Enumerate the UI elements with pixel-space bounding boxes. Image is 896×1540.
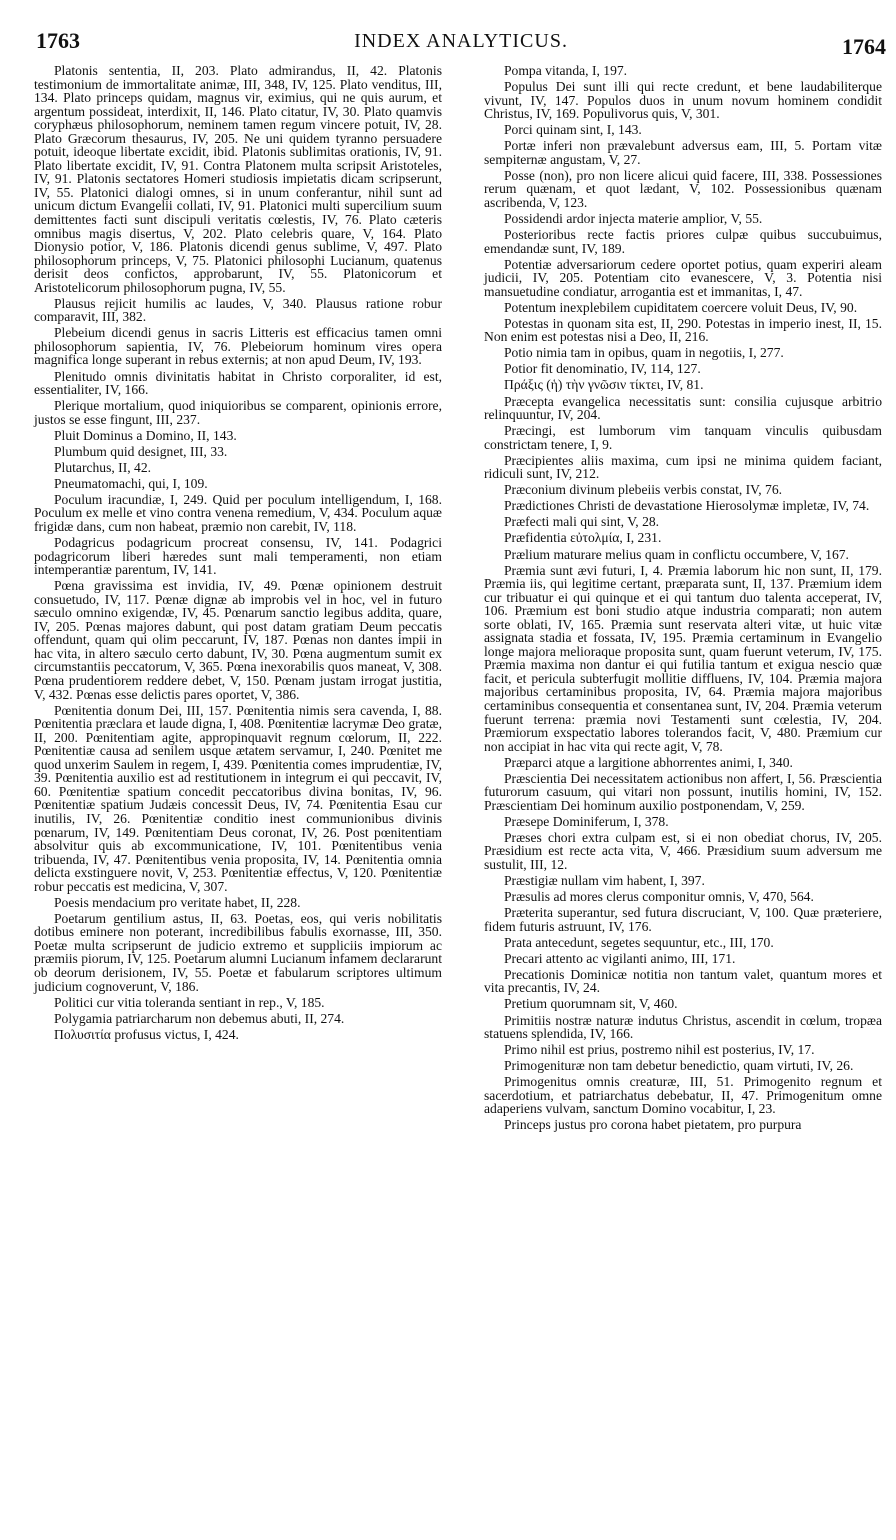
index-entry: Prædictiones Christi de devastatione Hierosolymæ impletæ, IV, 74. [504,498,870,514]
index-entry: Potio nimia tam in opibus, quam in negotiis, I, 277. [504,345,784,361]
index-entry: Possidendi ardor injecta materie amplior, V, 55. [504,210,763,226]
index-entry: Primogenitus omnis creaturæ, III, 51. Primogenito regnum et sacerdotium, et patriarchatus debebatur, II, 47. Primogenitum omne adaperiens vulvam, sanctum Domino vocabitur, I, 23. [484,1074,882,1117]
index-entry: Posterioribus recte factis priores culpæ quibus succubuimus, emendandæ sunt, IV, 189. [484,227,882,256]
index-entry: Præstigiæ nullam vim habent, I, 397. [504,873,705,889]
index-entry: Potentum inexplebilem cupiditatem coercere voluit Deus, IV, 90. [504,299,858,315]
index-entry: Præscientia Dei necessitatem actionibus non affert, I, 56. Præscientia futurorum casuum, qui vitari non possunt, inutilis homini, IV, 152. Præscientiam Dei hominum auxilio postponendam, V, 259. [484,770,882,813]
index-entry: Prælium maturare melius quam in conflictu occumbere, V, 167. [504,546,849,562]
index-entry: Pœnitentia donum Dei, III, 157. Pœnitentia nimis sera cavenda, I, 88. Pœnitentia præclara et laude digna, I, 408. Pœnitentiæ lacrymæ Deo gratæ, II, 200. Pœnitentiam agite, appropinquavit regnum cœlorum, II, 222. Pœnitentiæ causa ad senilem usque ætatem servamur, I, 240. Pœnitet me quod unxerim Saulem in regem, I, 439. Pœnitentia comes imprudentiæ, IV, 39. Pœnitentia auxilio est ad restitutionem in integrum ei qui peccavit, IV, 60. Pœnitentiæ spatium concedit peccatoribus divina bonitas, IV, 96. Pœnitentiæ spatium Judæis concessit Deus, IV, 74. Pœnitentia Esau cur inutilis, IV, 26. Pœnitentiæ conditio inest communionibus divinis pœnarum, IV, 149. Pœnitentiam Deus coronat, IV, 26. Post pœnitentiam absolvitur quis ab excommunicatione, IV, 101. Pœnitentibus venia tribuenda, IV, 47. Pœnitentibus venia proposita, IV, 14. Pœnitentia omnia delicta exstinguere novit, V, 253. Pœnitentiæ effectus, V, 120. Pœnitentiæ robur peccatis est medicina, V, 307. [34,702,442,894]
index-entry: Pompa vitanda, I, 197. [504,63,628,78]
index-entry: Plebeium dicendi genus in sacris Litteris est efficacius tamen omni philosophorum sapientia, IV, 76. Plebeiorum hominum vires opera magnifica longe superant in rebus externis; at non apud Deum, IV, 193. [34,325,442,368]
index-entry: Præparci atque a largitione abhorrentes animi, I, 340. [504,754,793,770]
index-entry: Polygamia patriarcharum non debemus abuti, II, 274. [54,1010,345,1026]
index-entry: Porci quinam sint, I, 143. [504,122,642,138]
index-entry: Pœna gravissima est invidia, IV, 49. Pœnæ opinionem destruit consuetudo, IV, 117. Pœnæ dignæ ab improbis vel in hoc, vel in futuro sæculo omnino exigendæ, IV, 45. Pœnarum sanctio legibus addita, quare, IV, 205. Pœnas majores dabunt, qui post datam gratiam Deum peccatis offendunt, quam qui olim peccarunt, IV, 187. Pœnas non dantes impii in hac vita, in altero sæculo certo dabunt, IV, 30. Pœna augmentum sumit ex circumstantiis peccatorum, V, 365. Pœna inexorabilis quos maneat, V, 308. Pœna prudentiorem reddere debet, V, 150. Pœnam justam irrogat justitia, V, 432. Pœnas esse delictis pares oportet, V, 386. [34,578,442,702]
index-entry: Portæ inferi non prævalebunt adversus eam, III, 5. Portam vitæ sempiternæ angustam, V, 27. [484,138,882,167]
index-entry: Plausus rejicit humilis ac laudes, V, 340. Plausus ratione robur comparavit, III, 382. [34,295,442,325]
index-entry: Princeps justus pro corona habet pietatem, pro purpura [504,1117,802,1133]
index-entry: Primogenituræ non tam debetur benedictio, quam virtuti, IV, 26. [504,1058,854,1074]
index-entry: Precationis Dominicæ notitia non tantum valet, quantum mores et vita precantis, IV, 24. [484,966,882,996]
index-entry: Præmia sunt ævi futuri, I, 4. Præmia laborum hic non sunt, II, 179. Præmia iis, qui legitime certant, præparata sunt, II, 137. Præmium idem cur tribuatur ei qui quinque et ei qui tantum duo talenta acceperat, IV, 106. Præmium est boni studio atque industria comparati; non autem sorte oblati, IV, 165. Præmia sunt reservata alteri vitæ, ut huic vitæ assignata stadia et fossata, IV, 195. Præmia certaminum in Evangelio longe majora melioraque proposita sunt, quam fuerunt veterum, IV, 175. Præmia maxima non dantur ei qui futilia tantum et exigua nescio quæ facit, et pericula subterfugit mollitie diffluens, IV, 104. Præmia majora majoribus certaminibus proposita, IV, 64. Præmia majora majoribus certaminibus consequentia et consentanea sunt, IV, 204. Præmia veterum fuerunt terrena: præmia novi Testamenti sunt cœlestia, IV, 204. Præmiorum exspectatio labores tolerandos facit, V, 480. Præmium cur non accipiat in hac vita qui recte agit, V, 78. [484,562,882,754]
index-entry: Podagricus podagricum procreat consensu, IV, 141. Podagrici podagricorum liberi hæredes sunt mali temperamenti, non etiam intemperantiæ parentum, IV, 141. [34,535,442,578]
index-entry: Πράξις (ἡ) τὴν γνῶσιν τίκτει, IV, 81. [504,377,704,393]
index-entry: Præcipientes aliis maxima, cum ipsi ne minima quidem faciant, ridiculi sunt, IV, 212. [484,452,882,482]
index-entry: Primitiis nostræ naturæ indutus Christus, ascendit in cœlum, tropæa statuens splendida, IV, 166. [484,1012,882,1042]
index-entry: Precari attento ac vigilanti animo, III, 171. [504,950,736,966]
index-entry: Poetarum gentilium astus, II, 63. Poetas, eos, qui veris nobilitatis dotibus eminere non poterant, incredibilibus fabulis exornasse, III, 350. Poetæ multa scripserunt de judicio extremo et suppliciis impiorum ac præmiis piorum, IV, 125. Poetarum alumni Lucianum infamem declararunt ob deorum derisionem, IV, 55. Poetæ et fabularum scriptores ultimum judicium cognoverunt, V, 186. [34,910,442,994]
index-entry: Πολυσιτία profusus victus, I, 424. [54,1026,239,1042]
index-entry: Potestas in quonam sita est, II, 290. Potestas in imperio inest, II, 15. Non enim est potestas nisi a Deo, II, 216. [484,315,882,345]
index-entry: Plumbum quid designet, III, 33. [54,443,228,459]
index-entry: Plutarchus, II, 42. [54,459,152,475]
index-entry: Præses chori extra culpam est, si ei non obediat chorus, IV, 205. Præsidium est recte acta vita, V, 466. Præsidium suum adversum me sustulit, III, 12. [484,829,882,873]
page-number-right: 1764 [842,34,886,59]
page-header [36,28,886,60]
index-entry: Potior fit denominatio, IV, 114, 127. [504,361,701,377]
index-entry: Politici cur vitia toleranda sentiant in rep., V, 185. [54,994,325,1010]
index-entry: Posse (non), pro non licere alicui quid facere, III, 338. Possessiones rerum quænam, et quot lædant, V, 102. Possessionibus quænam ascribenda, V, 123. [484,167,882,210]
index-entry: Præsepe Dominiferum, I, 378. [504,813,669,829]
index-entry: Plerique mortalium, quod iniquioribus se comparent, opinionis errore, justos se esse fingunt, III, 237. [34,398,442,427]
index-entry: Pluit Dominus a Domino, II, 143. [54,427,237,443]
right-column [484,64,882,1134]
index-entry: Præcepta evangelica necessitatis sunt: consilia cujusque arbitrio relinquuntur, IV, 204. [484,393,882,423]
index-entry: Poculum iracundiæ, I, 249. Quid per poculum intelligendum, I, 168. Poculum ex melle et vino contra venena remedium, V, 434. Poculum aquæ frigidæ dans, cum non habeat, præmio non carebit, IV, 118. [34,491,442,534]
index-entry: Præfecti mali qui sint, V, 28. [504,514,660,530]
running-title: INDEX ANALYTICUS. [354,30,568,52]
index-entry: Præcingi, est lumborum vim tanquam vinculis quibusdam constrictam tenere, I, 9. [484,423,882,452]
index-entry: Potentiæ adversariorum cedere oportet potius, quam experiri aleam judicii, IV, 205. Potentiam cito evanescere, V, 3. Potentia nisi mansuetudine condiatur, arrogantia est et immanitas, I, 47. [484,256,882,299]
page-number-left: 1763 [36,28,80,53]
index-entry: Præterita superantur, sed futura discruciant, V, 100. Quæ præteriere, fidem futuris astruunt, IV, 176. [484,905,882,934]
index-entry: Prata antecedunt, segetes sequuntur, etc., III, 170. [504,934,774,950]
index-entry: Primo nihil est prius, postremo nihil est posterius, IV, 17. [504,1042,815,1058]
index-entry: Pneumatomachi, qui, I, 109. [54,475,208,491]
index-entry: Populus Dei sunt illi qui recte credunt, et bene laudabiliterque vivunt, IV, 147. Populos duos in unum novum hominem condidit Christus, IV, 169. Populivorus quis, V, 301. [484,79,882,122]
index-entry: Præfidentia εὐτολμία, I, 231. [504,530,662,546]
index-entry: Plenitudo omnis divinitatis habitat in Christo corporaliter, id est, essentialiter, IV, 166. [34,368,442,398]
index-entry: Pretium quorumnam sit, V, 460. [504,996,678,1012]
index-entry: Præconium divinum plebeiis verbis constat, IV, 76. [504,482,783,498]
index-entry: Præsulis ad mores clerus componitur omnis, V, 470, 564. [504,889,814,905]
index-entry: Platonis sententia, II, 203. Plato admirandus, II, 42. Platonis testimonium de immortalitate animæ, III, 348, IV, 125. Plato venditus, III, 134. Plato princeps quidam, magnus vir, eximius, qui ne quis aurum, et argentum possideat, interdixit, II, 146. Plato citatur, IV, 30. Plato quamvis coryphæus philosophorum, neminem tamen regum vincere potuit, IV, 28. Plato Græcorum thesaurus, IV, 205. Ne uni quidem tyranno persuadere potuit, ideoque libertate excidit, ibid. Platonis sublimitas orationis, IV, 91. Plato libertate excidit, IV, 91. Contra Platonem multa scripsit Aristoteles, IV, 91. Platonis sectatores Homeri studiosis impietatis dicam scripserunt, IV, 55. Platonici dialogi omnes, si in unum conferantur, nihil sunt ad unicum dictum Evangelii collati, IV, 91. Platonici multi supercilium suum demittentes facti sunt discipuli veritatis cœlestis, IV, 76. Plato cæteris omnibus magis disertus, V, 202. Plato celebris quare, V, 164. Plato Dionysio potior, V, 186. Platonis dicendi genus sublime, V, 497. Plato philosophorum princeps, V, 75. Platonici philosophi Lucianum, quatenus derisit deos confictos, approbarunt, IV, 55. Platonicorum et Aristotelicorum philosophorum pugna, IV, 55. [34,63,442,295]
left-column [34,64,442,1044]
index-entry: Poesis mendacium pro veritate habet, II, 228. [54,894,301,910]
